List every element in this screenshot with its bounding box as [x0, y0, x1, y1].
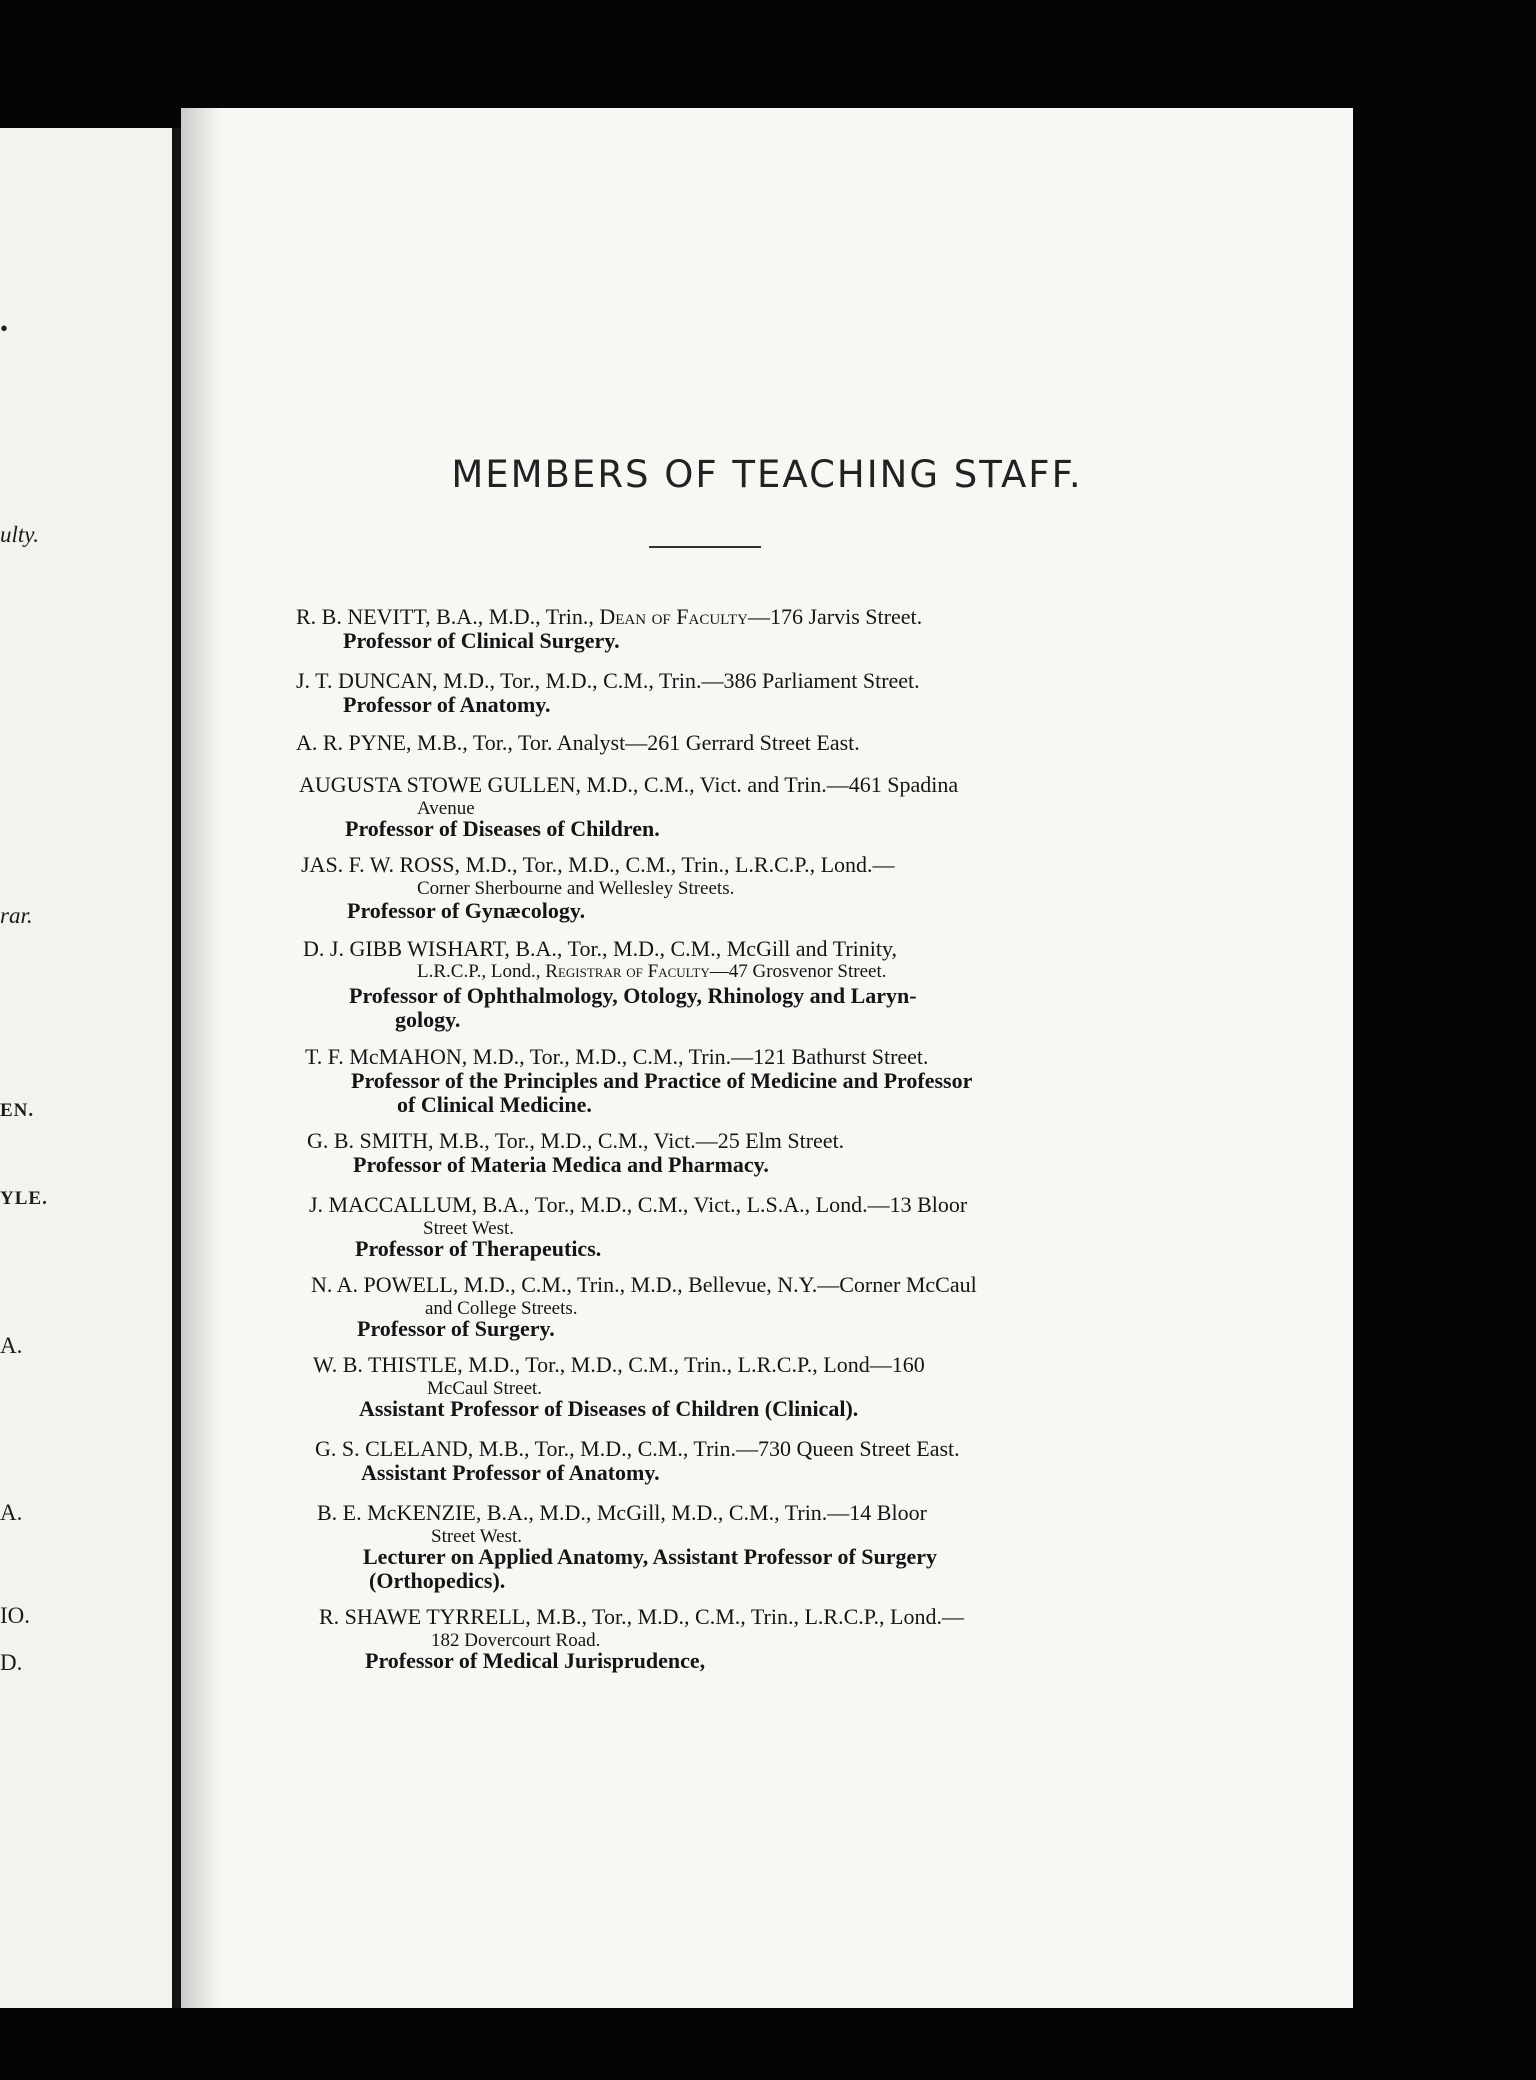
staff-profession: Assistant Professor of Anatomy.: [361, 1460, 660, 1485]
staff-entry-line: N. A. POWELL, M.D., C.M., Trin., M.D., Bellevue, N.Y.—Corner McCaul: [311, 1272, 977, 1297]
staff-profession: Professor of the Principles and Practice of Medicine and Professor: [351, 1068, 973, 1093]
staff-profession: Professor of Diseases of Children.: [345, 816, 660, 841]
staff-title-dean: Dean of Faculty: [599, 604, 748, 629]
left-fragment-registrar: rar.: [0, 903, 33, 928]
staff-profession: Professor of Medical Jurisprudence,: [365, 1648, 706, 1673]
staff-profession: Professor of Surgery.: [357, 1316, 555, 1341]
title-rule: [649, 546, 761, 548]
staff-address: —176 Jarvis Street.: [747, 604, 923, 629]
staff-title-registrar: Registrar of Faculty: [545, 961, 710, 982]
left-fragment-d: D.: [0, 1650, 23, 1675]
staff-entry-continuation: Street West.: [423, 1218, 514, 1239]
staff-profession-continuation: gology.: [395, 1007, 461, 1032]
staff-profession: Professor of Therapeutics.: [355, 1236, 602, 1261]
staff-entry-line: B. E. McKENZIE, B.A., M.D., McGill, M.D., C.M., Trin.—14 Bloor: [317, 1500, 927, 1525]
left-fragment-a2: A.: [0, 1500, 23, 1525]
staff-entry-line: D. J. GIBB WISHART, B.A., Tor., M.D., C.M., McGill and Trinity,: [303, 936, 898, 961]
staff-entry-continuation: Corner Sherbourne and Wellesley Streets.: [417, 878, 735, 899]
left-fragment-io: IO.: [0, 1603, 31, 1628]
staff-entry-line: J. T. DUNCAN, M.D., Tor., M.D., C.M., Trin.—386 Parliament Street.: [296, 668, 920, 693]
staff-profession: Lecturer on Applied Anatomy, Assistant Professor of Surgery: [363, 1544, 938, 1569]
staff-entry-line: J. MACCALLUM, B.A., Tor., M.D., C.M., Vict., L.S.A., Lond.—13 Bloor: [309, 1192, 968, 1217]
page-title: MEMBERS OF TEACHING STAFF.: [451, 453, 1083, 496]
staff-name-degrees: R. B. NEVITT, B.A., M.D., Trin.,: [296, 604, 600, 629]
staff-degrees: L.R.C.P., Lond.,: [417, 961, 546, 982]
staff-entry-line: G. B. SMITH, M.B., Tor., M.D., C.M., Vict.—25 Elm Street.: [307, 1128, 845, 1153]
staff-profession: Professor of Materia Medica and Pharmacy.: [353, 1152, 769, 1177]
staff-entry-continuation: Avenue: [417, 798, 475, 819]
left-fragment-bullet: •: [0, 316, 9, 341]
staff-profession: Professor of Anatomy.: [343, 692, 551, 717]
left-fragment-yle: YLE.: [0, 1188, 48, 1209]
staff-entry-line: JAS. F. W. ROSS, M.D., Tor., M.D., C.M., Trin., L.R.C.P., Lond.—: [301, 852, 895, 877]
staff-entry-line: G. S. CLELAND, M.B., Tor., M.D., C.M., Trin.—730 Queen Street East.: [315, 1436, 960, 1461]
staff-entry-continuation: and College Streets.: [425, 1298, 578, 1319]
staff-entry-continuation: McCaul Street.: [427, 1378, 543, 1399]
staff-entry-line: A. R. PYNE, M.B., Tor., Tor. Analyst—261 Gerrard Street East.: [296, 730, 860, 755]
staff-profession: Professor of Ophthalmology, Otology, Rhinology and Laryn-: [349, 983, 917, 1008]
staff-profession: Professor of Gynæcology.: [347, 898, 586, 923]
left-fragment-en: EN.: [0, 1100, 35, 1121]
staff-entry-continuation: Street West.: [431, 1526, 522, 1547]
staff-entry-line: T. F. McMAHON, M.D., Tor., M.D., C.M., Trin.—121 Bathurst Street.: [305, 1044, 929, 1069]
staff-entry-line: R. SHAWE TYRRELL, M.B., Tor., M.D., C.M., Trin., L.R.C.P., Lond.—: [319, 1604, 964, 1629]
staff-entry-continuation: [417, 959, 887, 985]
staff-address: —47 Grosvenor Street.: [709, 961, 887, 982]
left-fragment-faculty: ulty.: [0, 522, 39, 547]
staff-profession-continuation: of Clinical Medicine.: [397, 1092, 592, 1117]
staff-entry-line: [296, 604, 922, 630]
left-page: [0, 128, 172, 2008]
staff-profession: Assistant Professor of Diseases of Children (Clinical).: [359, 1396, 859, 1421]
staff-entry-line: W. B. THISTLE, M.D., Tor., M.D., C.M., Trin., L.R.C.P., Lond—160: [313, 1352, 925, 1377]
staff-profession-continuation: (Orthopedics).: [369, 1568, 506, 1593]
staff-profession: Professor of Clinical Surgery.: [343, 628, 620, 653]
staff-entry-continuation: 182 Dovercourt Road.: [431, 1630, 601, 1651]
right-page: [181, 108, 1353, 2008]
left-fragment-a1: A.: [0, 1333, 23, 1358]
staff-entry-line: AUGUSTA STOWE GULLEN, M.D., C.M., Vict. and Trin.—461 Spadina: [299, 772, 959, 797]
book-spine: [172, 128, 181, 2008]
page-gutter-shadow: [181, 108, 221, 2008]
